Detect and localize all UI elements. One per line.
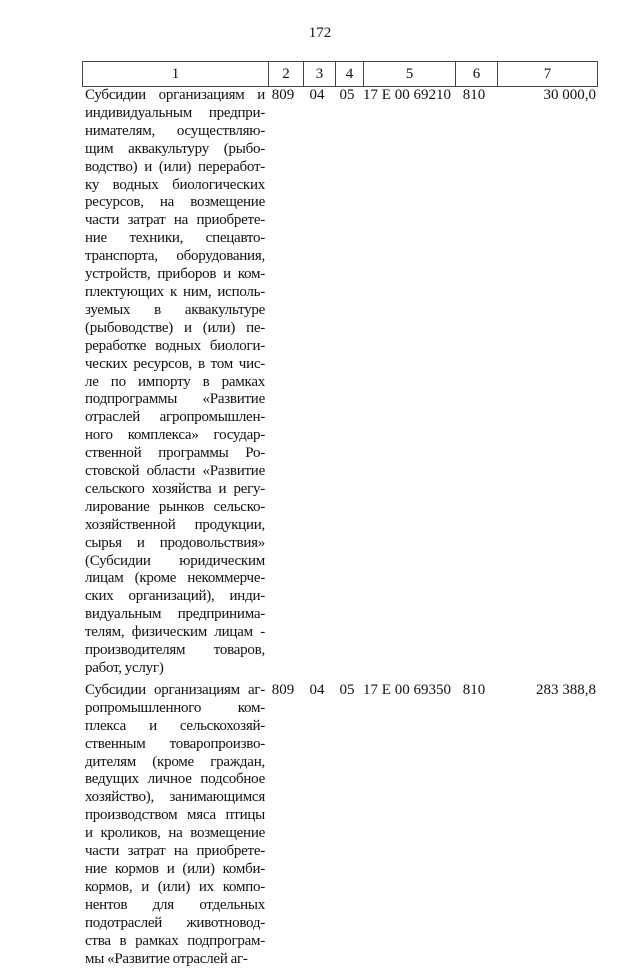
- description-line: зуемых в аквакультуре: [85, 301, 265, 318]
- description-line: нентов для отдельных: [85, 896, 265, 913]
- description-line: и кроликов, на возмещение: [85, 825, 265, 842]
- code-section: 04: [309, 87, 325, 103]
- description-line: (Субсидии юридическим: [85, 552, 265, 569]
- table-row: [82, 87, 596, 678]
- header-col-6: 6: [456, 62, 498, 86]
- row-description: [85, 87, 265, 678]
- description-line: мы «Развитие отраслей аг-: [85, 950, 248, 967]
- description-line: сельского хозяйства и регу-: [85, 480, 265, 497]
- description-line: ства в рамках подпрограм-: [85, 932, 265, 949]
- description-line: ропромышленного ком-: [85, 699, 265, 716]
- code-section: 04: [309, 681, 325, 698]
- header-col-7: 7: [543, 66, 552, 82]
- description-line: Субсидии организациям аг-: [85, 681, 265, 698]
- description-line: реработке водных биологи-: [85, 337, 265, 354]
- table-row: [82, 682, 596, 969]
- description-line: плекса и сельскохозяй-: [85, 717, 265, 734]
- amount: 283 388,8: [536, 681, 596, 698]
- description-line: нимателям, осуществляю-: [85, 122, 265, 139]
- description-line: ческих ресурсов, в том чис-: [85, 355, 265, 372]
- description-line: производителям товаров,: [85, 642, 265, 659]
- description-line: работ, услуг): [85, 660, 164, 676]
- description-line: части затрат на приобрете-: [85, 212, 265, 229]
- description-line: сырья и продовольствия»: [85, 534, 265, 551]
- header-col-3: 3: [304, 62, 336, 86]
- description-line: плектующих к ним, исполь-: [85, 283, 265, 300]
- description-line: ние техники, спецавто-: [85, 230, 265, 247]
- code-admin: 809: [271, 681, 295, 698]
- description-line: отраслей агропромышлен-: [85, 409, 265, 426]
- description-line: хозяйство), занимающимся: [85, 789, 265, 806]
- code-subsection: 05: [339, 87, 355, 103]
- description-line: (рыбоводстве) и (или) пе-: [85, 319, 265, 336]
- description-line: лирование рынков сельско-: [85, 498, 265, 515]
- row-description: [85, 682, 265, 969]
- description-line: ле по импорту в рамках: [85, 373, 265, 390]
- description-line: ственной программы Ро-: [85, 445, 265, 462]
- header-col-4: 4: [336, 62, 364, 86]
- description-line: ресурсов, на возмещение: [85, 194, 265, 211]
- code-expense-type: 810: [462, 681, 486, 698]
- table-header: [82, 61, 598, 87]
- code-subsection: 05: [339, 681, 355, 698]
- description-line: кормов, и (или) их компо-: [85, 878, 265, 895]
- description-line: Субсидии организациям и: [85, 87, 265, 103]
- description-line: стовской области «Развитие: [85, 463, 265, 480]
- description-line: подотраслей животновод-: [85, 914, 265, 931]
- header-col-5: 5: [364, 62, 456, 86]
- code-target: 17 Е 00 69210: [363, 87, 451, 103]
- amount: 30 000,0: [543, 87, 596, 103]
- page-number: 172: [308, 25, 332, 41]
- code-expense-type: 810: [462, 87, 486, 103]
- description-line: производством мяса птицы: [85, 807, 265, 824]
- description-line: ного комплекса» государ-: [85, 427, 265, 444]
- description-line: ку водных биологических: [85, 176, 265, 193]
- description-line: ние кормов и (или) комби-: [85, 860, 265, 877]
- header-col-1: 1: [83, 62, 269, 86]
- description-line: телям, физическим лицам -: [85, 624, 265, 641]
- description-line: видуальным предпринима-: [85, 606, 265, 623]
- code-admin: 809: [271, 87, 295, 103]
- description-line: лицам (кроме некоммерче-: [85, 570, 265, 587]
- description-line: дителям (кроме граждан,: [85, 753, 265, 770]
- description-line: индивидуальным предпри-: [85, 104, 265, 121]
- description-line: транспорта, оборудования,: [85, 248, 265, 265]
- description-line: устройств, приборов и ком-: [85, 266, 265, 283]
- description-line: хозяйственной продукции,: [85, 516, 265, 533]
- header-col-2: 2: [269, 62, 304, 86]
- description-line: ведущих личное подсобное: [85, 771, 265, 788]
- description-line: ских организаций), инди-: [85, 588, 265, 605]
- description-line: водство) и (или) переработ-: [85, 158, 265, 175]
- description-line: подпрограммы «Развитие: [85, 391, 265, 408]
- description-line: щим аквакультуру (рыбо-: [85, 140, 265, 157]
- table-body: [82, 87, 596, 972]
- description-line: части затрат на приобрете-: [85, 843, 265, 860]
- code-target: 17 Е 00 69350: [363, 681, 451, 698]
- description-line: ственным товаропроизво-: [85, 735, 265, 752]
